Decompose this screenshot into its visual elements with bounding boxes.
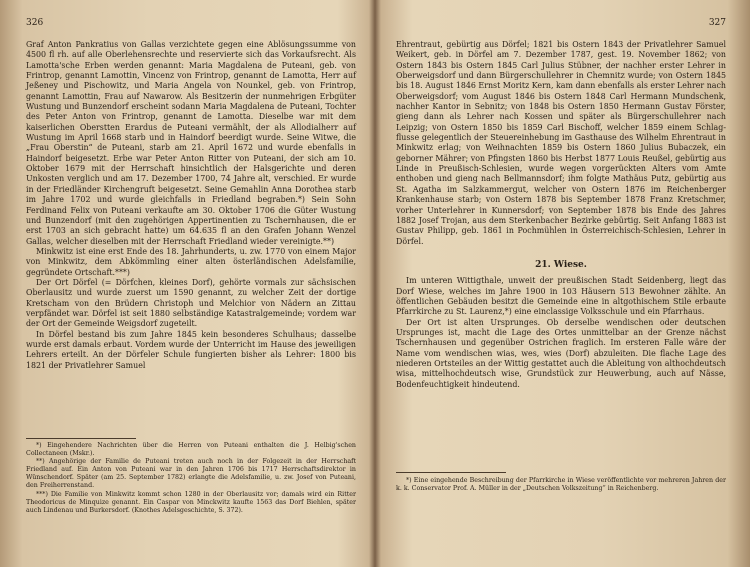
paragraph: In Dörfel bestand bis zum Jahre 1845 kein besonderes Schulhaus; dasselbe wurde erst damals erbaut. Vordem wurde der Unterricht im Hause des jeweiligen Lehrers erteilt. An der Dörfeler Schule fungierten bisher als Lehrer: 1800 bis 1821 der Privatlehrer Samuel (26, 329, 356, 370)
left-footnotes (26, 442, 356, 515)
paragraph: Im unteren Wittigthale, unweit der preußischen Stadt Seidenberg, liegt das Dorf Wiese, welches im Jahre 1900 in 103 Häusern 513 Bewohner zählte. An öffentlichen Gebäuden besitzt die Gemeinde eine in altgothischem Stile erbaute Pfarrkirche zu St. Laurenz,*) eine einclassige Volksschule und ein Pfarrhaus. (396, 276, 726, 317)
left-page (22, 10, 360, 558)
paragraph: Der Ort ist alten Ursprunges. Ob derselbe wendischen oder deutschen Ursprunges ist, macht die Lage des Ortes unmittelbar an der Grenze nächst Tschernhausen und gegenüber Ostrichen fraglich. Im ersteren Falle wäre der Name vom wendischen wias, wes, wies (Dorf) abzuleiten. Die flache Lage des niederen Ortsteiles an der Wittig gestattet auch die Ableitung von althochdeutsch wisa, mittelhochdeutsch wise, Grundstück zur Heuwerbung, auch auf Nässe, Bodenfeuchtigkeit hindeutend. (396, 317, 726, 389)
footnote-rule (26, 438, 136, 439)
footnote: ***) Die Familie von Minkwitz kommt schon 1280 in der Oberlausitz vor; damals wird ein Ritter Theodoricus de Minquize genannt. Ein Caspar von Minckwitz kaufte 1563 das Dorf Biehlen, später auch Lindenau und Burkersdorf. (Knothes Adelsgeschichte, S. 372). (26, 490, 356, 514)
right-page (392, 10, 730, 558)
paragraph: Minkwitz ist eine erst Ende des 18. Jahrhunderts, u. zw. 1770 von einem Major von Minkwitz, dem Abkömmling einer alten österländischen Adelsfamilie, gegründete Ortschaft.***) (26, 246, 356, 277)
left-page-body (26, 40, 356, 371)
paragraph: Der Ort Dörfel (= Dörfchen, kleines Dorf), gehörte vormals zur sächsischen Oberlausitz und wurde zuerst um 1590 genannt, zu welcher Zeit der dortige Kretscham von den Brüdern Christoph und Melchior von Nädern an Zittau verpfändet war. Dörfel ist seit 1880 selbständige Katastralgemeinde; vordem war der Ort der Gemeinde Weigsdorf zugeteilt. (26, 277, 356, 329)
page-number-left: 326 (26, 18, 44, 28)
footnote: **) Angehörige der Familie de Puteani treten auch noch in der Folgezeit in der Herrschaft Friedland auf. Ein Anton von Puteani war in den Jahren 1706 bis 1717 Herrschaftsdirektor in Wünschendorf. Später (am 25. September 1782) erlangte die Adelsfamilie, u. zw. Josef von Puteani, den Freiherrenstand. (26, 458, 356, 490)
paragraph: Graf Anton Pankratius von Gallas verzichtete gegen eine Ablösungssumme von 4500 fl rh. auf alle Oberlehensrechte und reservierte sich das Vorkaufsrecht. Als Lamotta'sche Erben werden genannt: Maria Magdalena de Puteani, geb. von Frintrop, genannt Lamottin, Vincenz von Frintrop, genannt de Lamotta, Herr auf Jeßeney und Pischowitz, und Maria Angela von Nounkel, geb. von Frintrop, genannt Lamottin, Frau auf Nawarow. Als Besitzerin der nunmehrigen Erbgüter Wustung und Bunzendorf erscheint sodann Maria Magdalena de Puteani, Tochter des Peter Anton von Frintrop, genannt de Lamotta. Dieselbe war mit dem kaiserlichen Oberstten Erardus de Puteani vermählt, der als Allodialherr auf Wustung im April 1668 starb und in Haindorf beerdigt wurde. Seine Witwe, die „Frau Oberstin“ de Puteani, starb am 21. April 1672 und wurde ebenfalls in Haindorf beigesetzt. Erbe war Peter Anton Ritter von Puteani, der sich am 10. Oktober 1679 mit der Herrschaft hinsichtlich der Halsgerichte und deren Unkosten verglich und am 17. Dezember 1700, 74 Jahre alt, verschied. Er wurde in der Friedländer Kirchengruft beigesetzt. Seine Gemahlin Anna Dorothea starb im Jahre 1702 und wurde gleichfalls in Friedland begraben.*) Sein Sohn Ferdinand Felix von Puteani verkaufte am 30. Oktober 1706 die Güter Wustung und Bunzendorf (mit den zugehörigen Appertinentien zu Tschernhausen, die er erst 1703 an sich gebracht hatte) um 64.635 fl an den Grafen Johann Wenzel Gallas, welcher dieselben mit der Herrschaft Friedland wieder vereinigte.**) (26, 40, 356, 246)
footnote: *) Eingehendere Nachrichten über die Herren von Puteani enthalten die J. Helbig'schen Collectaneen (Mskr.). (26, 442, 356, 458)
page-number-right: 327 (708, 18, 726, 28)
paragraph: Ehrentraut, gebürtig aus Dörfel; 1821 bis Ostern 1843 der Privatlehrer Samuel Weikert, geb. in Dörfel am 7. Dezember 1787, gest. 19. November 1862; von Ostern 1843 bis Ostern 1845 Carl Julius Stübner, der nachher erster Lehrer in Oberweigsdorf und dann Bürgerschullehrer in Chemnitz wurde; von Ostern 1845 bis 18. August 1846 Ernst Moritz Kern, kam dann ebenfalls als erster Lehrer nach Oberweigsdorf; vom August 1846 bis Ostern 1848 Carl Hermann Mundschenk, nachher Kantor in Sebnitz; von 1848 bis Ostern 1850 Hermann Gustav Förster, gieng dann als Lehrer nach Kossen und später als Bürgerschullehrer nach Leipzig; von Ostern 1850 bis 1859 Carl Bischoff, welcher 1859 einem Schlagflusse gelegentlich der Steuereinhebung im Gasthause des Wilhelm Ehrentraut in Minkwitz erlag; von Weihnachten 1859 bis Ostern 1860 Julius Bubaczek, ein geborner Mährer; von Pfingsten 1860 bis Herbst 1877 Louis Reußel, gebürtig aus Linde in Preußisch-Schlesien, wurde wegen vorgerückten Alters vom Amte enthoben und gieng nach Bellmannsdorf; ihm folgte Mathäus Putz, gebürtig aus St. Agatha im Salzkammergut, welcher von Ostern 1876 im Reichenberger Krankenhause starb; von Ostern 1878 bis September 1878 Franz Kretschmer, vorher Unterlehrer in Kunnersdorf; von September 1878 bis Ende des Jahres 1882 Josef Trojan, aus dem Sterkenbacher Bezirke gebürtig. Seit Anfang 1883 ist Gustav Philipp, geb. 1861 in Pochmühlen in Österreichisch-Schlesien, Lehrer in Dörfel. (396, 40, 726, 246)
footnote: *) Eine eingehende Beschreibung der Pfarrkirche in Wiese veröffentlichte vor mehreren Jahren der k. k. Conservator Prof. A. Müller in der „Deutschen Volkszeitung“ in Reichenberg. (396, 477, 726, 493)
right-page-body (396, 40, 726, 390)
right-footnotes (396, 477, 726, 493)
footnote-rule (396, 472, 506, 473)
section-heading: 21. Wiese. (535, 259, 587, 270)
